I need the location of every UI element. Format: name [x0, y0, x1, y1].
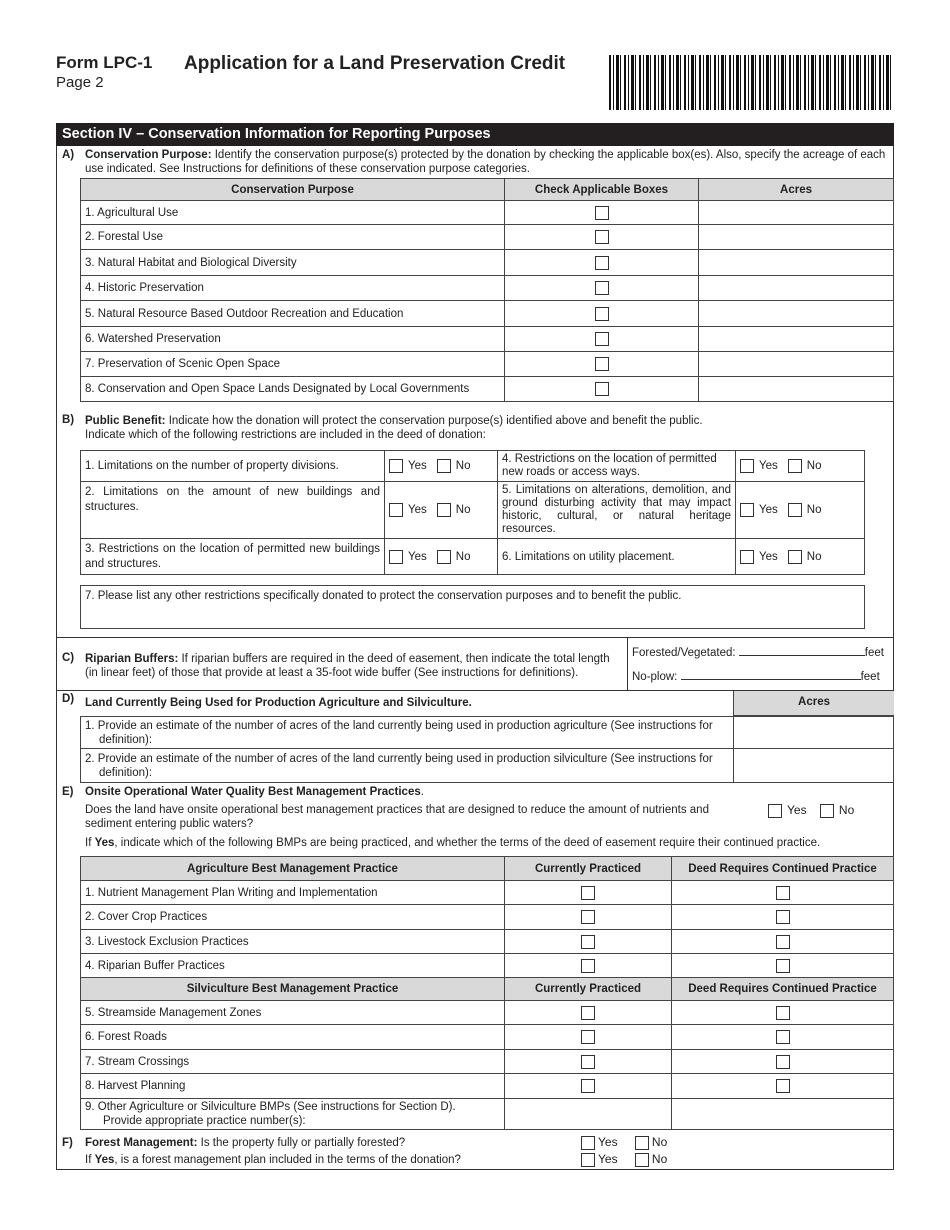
col-silv-bmp: Silviculture Best Management Practice: [81, 978, 505, 1001]
restriction-label: 2. Limitations on the amount of new buildings and structures.: [81, 482, 385, 539]
practiced-checkbox[interactable]: [581, 886, 595, 900]
section-b-heading: Public Benefit:: [85, 415, 166, 427]
section-b-letter: B): [62, 414, 75, 426]
practiced-checkbox[interactable]: [581, 959, 595, 973]
acres-field[interactable]: [699, 225, 894, 250]
purpose-checkbox[interactable]: [595, 307, 609, 321]
purpose-label: 3. Natural Habitat and Biological Diversity: [81, 250, 505, 276]
section-e-if-yes: [85, 836, 893, 850]
yes-label: Yes: [759, 504, 778, 517]
no-label: No: [651, 1135, 668, 1149]
silviculture-acres-label: 2. Provide an estimate of the number of acres of the land currently being used in production silviculture (See instructions for definition):: [81, 749, 734, 783]
deed-checkbox[interactable]: [776, 886, 790, 900]
yes-label: Yes: [408, 460, 427, 473]
section-c-heading: Riparian Buffers:: [85, 653, 179, 665]
purpose-label: 8. Conservation and Open Space Lands Designated by Local Governments: [81, 377, 505, 402]
deed-checkbox[interactable]: [776, 1055, 790, 1069]
deed-checkbox[interactable]: [776, 959, 790, 973]
forested-yes-no: [581, 1135, 667, 1150]
acres-field[interactable]: [699, 250, 894, 276]
other-restrictions-field[interactable]: [80, 585, 865, 629]
barcode: [609, 55, 892, 110]
practiced-checkbox[interactable]: [581, 1079, 595, 1093]
q2-prefix: If: [85, 1154, 95, 1166]
no-checkbox[interactable]: [437, 459, 451, 473]
acres-field[interactable]: [699, 352, 894, 377]
purpose-label: 4. Historic Preservation: [81, 276, 505, 301]
other-bmp-line-2: Provide appropriate practice number(s):: [103, 1115, 306, 1127]
deed-checkbox[interactable]: [776, 1006, 790, 1020]
yes-checkbox[interactable]: [389, 503, 403, 517]
yes-label: Yes: [598, 1152, 618, 1166]
col-currently-practiced: Currently Practiced: [505, 978, 672, 1001]
practiced-checkbox[interactable]: [581, 910, 595, 924]
restrictions-table: [80, 450, 865, 575]
yes-label: Yes: [787, 803, 807, 817]
bmp-label: 5. Streamside Management Zones: [81, 1001, 505, 1025]
deed-checkbox[interactable]: [776, 1079, 790, 1093]
col-ag-bmp: Agriculture Best Management Practice: [81, 857, 505, 881]
col-currently-practiced: Currently Practiced: [505, 857, 672, 881]
section-a-letter: A): [62, 149, 75, 161]
yes-checkbox[interactable]: [740, 503, 754, 517]
section-f-letter: F): [62, 1137, 73, 1149]
section-f-q1: [85, 1136, 585, 1150]
deed-checkbox[interactable]: [776, 935, 790, 949]
col-acres: Acres: [733, 691, 894, 716]
feet-unit: feet: [860, 671, 880, 683]
table-row: [81, 954, 894, 978]
table-row: [81, 1025, 894, 1050]
table-row: [81, 1001, 894, 1025]
col-conservation-purpose: Conservation Purpose: [81, 179, 505, 201]
table-row: [81, 749, 894, 783]
forested-label: Forested/Vegetated:: [632, 647, 736, 659]
form-title: Application for a Land Preservation Credit: [184, 53, 566, 74]
forested-row: [632, 645, 888, 660]
no-label: No: [806, 504, 822, 517]
purpose-checkbox[interactable]: [595, 382, 609, 396]
table-row: [81, 201, 894, 225]
other-bmp-label: [81, 1099, 505, 1130]
purpose-label: 6. Watershed Preservation: [81, 327, 505, 352]
table-row: [81, 905, 894, 930]
yes-checkbox[interactable]: [740, 550, 754, 564]
table-row: [81, 276, 894, 301]
practiced-checkbox[interactable]: [581, 935, 595, 949]
noplow-feet-field[interactable]: [681, 669, 861, 680]
other-restrictions-label: 7. Please list any other restrictions specifically donated to protect the conservation purposes and to benefit the public.: [85, 590, 682, 602]
yes-label: Yes: [759, 550, 778, 563]
silviculture-acres-field[interactable]: [734, 749, 894, 783]
section-e-title-row: Onsite Operational Water Quality Best Management Practices.: [85, 786, 424, 798]
divider: [56, 637, 894, 638]
acres-field[interactable]: [699, 201, 894, 225]
deed-checkbox[interactable]: [776, 910, 790, 924]
table-row: [81, 225, 894, 250]
section-b-text-1: Indicate how the donation will protect the conservation purpose(s) identified above and benefit the public.: [165, 415, 703, 427]
table-row: [81, 1074, 894, 1099]
col-deed-requires: Deed Requires Continued Practice: [672, 857, 894, 881]
forested-feet-field[interactable]: [739, 645, 865, 656]
table-row: [81, 717, 894, 749]
purpose-checkbox[interactable]: [595, 332, 609, 346]
purpose-checkbox[interactable]: [595, 256, 609, 270]
section-c-instructions: [85, 652, 623, 680]
if-yes: Yes: [94, 837, 115, 849]
section-e-letter: E): [62, 786, 74, 798]
plan-yes-no: [581, 1152, 667, 1167]
purpose-label: 5. Natural Resource Based Outdoor Recreation and Education: [81, 301, 505, 327]
yes-checkbox[interactable]: [768, 804, 782, 818]
feet-unit: feet: [864, 647, 884, 659]
form-id: Form LPC-1: [56, 53, 153, 72]
agriculture-acres-label: 1. Provide an estimate of the number of acres of the land currently being used in production agriculture (See instructions for definition):: [81, 717, 734, 749]
section-e-title: Onsite Operational Water Quality Best Management Practices: [85, 786, 421, 798]
purpose-label: 2. Forestal Use: [81, 225, 505, 250]
table-row: [81, 881, 894, 905]
no-checkbox[interactable]: [788, 550, 802, 564]
bmp-yes-no: [768, 803, 854, 818]
section-f-heading: Forest Management:: [85, 1137, 198, 1149]
q2-text: , is a forest management plan included in the terms of the donation?: [114, 1154, 461, 1166]
noplow-label: No-plow:: [632, 671, 678, 683]
section-b-text-2: Indicate which of the following restrictions are included in the deed of donation:: [85, 429, 486, 441]
section-b-instructions: [85, 414, 893, 442]
if-prefix: If: [85, 837, 95, 849]
no-checkbox[interactable]: [820, 804, 834, 818]
purpose-checkbox[interactable]: [595, 357, 609, 371]
no-label: No: [455, 504, 471, 517]
bmp-table: [80, 856, 894, 1130]
purpose-label: 7. Preservation of Scenic Open Space: [81, 352, 505, 377]
acres-field[interactable]: [699, 301, 894, 327]
bmp-label: 1. Nutrient Management Plan Writing and Implementation: [81, 881, 505, 905]
bmp-label: 8. Harvest Planning: [81, 1074, 505, 1099]
purpose-checkbox[interactable]: [595, 281, 609, 295]
section-e-question: Does the land have onsite operational best management practices that are designed to reduce the amount of nutrients and sediment entering public waters?: [85, 804, 709, 830]
yes-label: Yes: [759, 460, 778, 473]
noplow-row: [632, 669, 888, 684]
bmp-label: 6. Forest Roads: [81, 1025, 505, 1050]
no-label: No: [651, 1152, 668, 1166]
table-row: [81, 1050, 894, 1074]
bmp-label: 4. Riparian Buffer Practices: [81, 954, 505, 978]
restriction-label: 3. Restrictions on the location of permitted new buildings and structures.: [81, 539, 385, 575]
yes-label: Yes: [598, 1135, 618, 1149]
yes-checkbox[interactable]: [581, 1153, 595, 1167]
restriction-label: 5. Limitations on alterations, demolition, and ground disturbing activity that may impact historic, cultural, or natural heritage resources.: [498, 482, 736, 539]
section-title: Section IV – Conservation Information for Reporting Purposes: [56, 123, 894, 146]
no-checkbox[interactable]: [437, 503, 451, 517]
restriction-label: 6. Limitations on utility placement.: [498, 539, 736, 575]
divider: [627, 637, 628, 690]
section-c-letter: C): [62, 652, 75, 664]
col-check-boxes: Check Applicable Boxes: [505, 179, 699, 201]
section-f-q1-text: Is the property fully or partially forested?: [197, 1137, 406, 1149]
no-checkbox[interactable]: [635, 1136, 649, 1150]
acres-field[interactable]: [699, 377, 894, 402]
conservation-purpose-table: [80, 178, 894, 402]
section-c-text: If riparian buffers are required in the deed of easement, then indicate the total length (in linear feet) of those that provide at least a 35-foot wide buffer (See instructions for definitions).: [85, 653, 610, 679]
no-label: No: [806, 550, 822, 563]
no-label: No: [806, 460, 822, 473]
table-row: [81, 1099, 894, 1130]
yes-label: Yes: [408, 550, 427, 563]
table-row: [81, 327, 894, 352]
page-number: Page 2: [56, 74, 104, 91]
section-a-instructions: [85, 148, 893, 176]
no-checkbox[interactable]: [788, 503, 802, 517]
no-checkbox[interactable]: [437, 550, 451, 564]
section-a-text: Identify the conservation purpose(s) protected by the donation by checking the applicable box(es). Also, specify the acreage of each use indicated. See Instructions for definitions of these conservation purpose categories.: [85, 149, 886, 175]
bmp-label: 2. Cover Crop Practices: [81, 905, 505, 930]
q2-yes: Yes: [94, 1154, 115, 1166]
other-bmp-line-1: 9. Other Agriculture or Silviculture BMPs (See instructions for Section D).: [85, 1101, 456, 1113]
yes-label: Yes: [408, 504, 427, 517]
bmp-label: 3. Livestock Exclusion Practices: [81, 930, 505, 954]
table-row: [81, 539, 865, 575]
other-bmp-deed-field[interactable]: [672, 1099, 894, 1130]
section-d-title: Land Currently Being Used for Production Agriculture and Silviculture.: [85, 697, 472, 709]
restriction-label: 1. Limitations on the number of property divisions.: [81, 451, 385, 482]
deed-checkbox[interactable]: [776, 1030, 790, 1044]
bmp-label: 7. Stream Crossings: [81, 1050, 505, 1074]
table-row: [81, 250, 894, 276]
practiced-checkbox[interactable]: [581, 1006, 595, 1020]
col-deed-requires: Deed Requires Continued Practice: [672, 978, 894, 1001]
practiced-checkbox[interactable]: [581, 1030, 595, 1044]
table-row: [81, 451, 865, 482]
no-label: No: [455, 550, 471, 563]
no-label: No: [838, 803, 855, 817]
yes-checkbox[interactable]: [581, 1136, 595, 1150]
if-text: , indicate which of the following BMPs are being practiced, and whether the terms of the deed of easement require their continued practice.: [114, 837, 821, 849]
restriction-label: 4. Restrictions on the location of permitted new roads or access ways.: [498, 451, 736, 482]
no-checkbox[interactable]: [635, 1153, 649, 1167]
yes-checkbox[interactable]: [389, 459, 403, 473]
table-row: [81, 377, 894, 402]
yes-checkbox[interactable]: [740, 459, 754, 473]
section-a-heading: Conservation Purpose:: [85, 149, 212, 161]
acres-field[interactable]: [699, 327, 894, 352]
practiced-checkbox[interactable]: [581, 1055, 595, 1069]
purpose-checkbox[interactable]: [595, 206, 609, 220]
other-bmp-practiced-field[interactable]: [505, 1099, 672, 1130]
section-d-letter: D): [62, 693, 75, 705]
table-row: [81, 482, 865, 539]
acres-field[interactable]: [699, 276, 894, 301]
purpose-label: 1. Agricultural Use: [81, 201, 505, 225]
no-checkbox[interactable]: [788, 459, 802, 473]
purpose-checkbox[interactable]: [595, 230, 609, 244]
table-row: [81, 930, 894, 954]
table-row: [81, 352, 894, 377]
col-acres: Acres: [699, 179, 894, 201]
yes-checkbox[interactable]: [389, 550, 403, 564]
agriculture-acres-field[interactable]: [734, 717, 894, 749]
section-f-q2: [85, 1153, 585, 1167]
no-label: No: [455, 460, 471, 473]
table-row: [81, 301, 894, 327]
production-land-table: [80, 716, 894, 783]
